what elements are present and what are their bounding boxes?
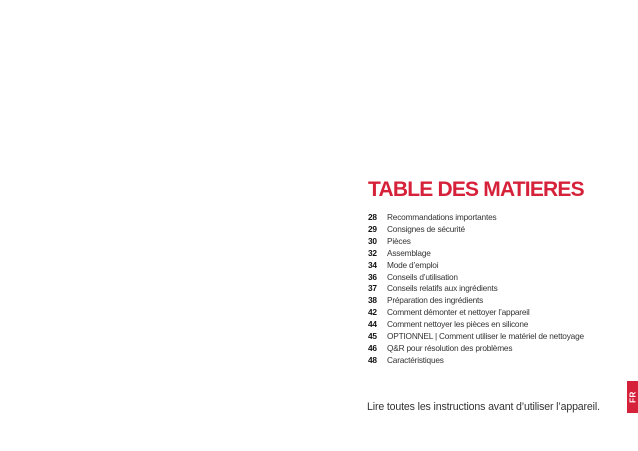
toc-entry <box>368 283 584 295</box>
toc-entry-label: Consignes de sécurité <box>387 223 465 234</box>
toc-page-number: 29 <box>368 223 377 234</box>
toc-entry <box>368 343 584 355</box>
toc-page-number: 42 <box>368 307 377 318</box>
toc-page-number: 28 <box>368 212 377 222</box>
toc-list <box>368 212 584 367</box>
read-instructions-note: Lire toutes les instructions avant d’utiliser l’appareil. <box>367 401 600 413</box>
toc-entry-label: Comment démonter et nettoyer l’appareil <box>387 307 530 318</box>
toc-page-number: 38 <box>368 295 377 306</box>
toc-entry-label: Conseils d’utilisation <box>387 271 458 282</box>
toc-entry <box>368 331 584 343</box>
toc-entry <box>368 295 584 307</box>
toc-entry-label: Q&R pour résolution des problèmes <box>387 342 513 353</box>
toc-entry-label: Mode d’emploi <box>387 259 439 270</box>
language-tab-label: FR <box>628 391 637 403</box>
toc-entry-label: Conseils relatifs aux ingrédients <box>387 283 498 294</box>
toc-entry <box>368 224 584 236</box>
language-tab <box>627 381 638 413</box>
toc-entry <box>368 212 584 224</box>
toc-page-number: 44 <box>368 319 377 330</box>
toc-entry-label: Pièces <box>387 235 411 246</box>
toc-page-number: 30 <box>368 235 377 246</box>
toc-entry <box>368 260 584 272</box>
toc-entry-label: Recommandations importantes <box>387 212 497 222</box>
toc-entry-label: Assemblage <box>387 247 431 258</box>
toc-page-number: 34 <box>368 259 377 270</box>
toc-entry-label: Comment nettoyer les pièces en silicone <box>387 319 529 330</box>
toc-page-number: 48 <box>368 354 377 365</box>
toc-page-number: 37 <box>368 283 377 294</box>
toc-entry-label: Préparation des ingrédients <box>387 295 484 306</box>
toc-entry <box>368 307 584 319</box>
toc-entry <box>368 236 584 248</box>
toc-entry <box>368 319 584 331</box>
toc-page-number: 46 <box>368 342 377 353</box>
toc-entry <box>368 248 584 260</box>
toc-entry <box>368 355 584 367</box>
toc-entry-label: Caractéristiques <box>387 354 444 365</box>
toc-page-number: 36 <box>368 271 377 282</box>
toc-page-number: 45 <box>368 331 377 342</box>
toc-title: TABLE DES MATIERES <box>368 178 584 201</box>
toc-page-number: 32 <box>368 247 377 258</box>
toc-entry <box>368 272 584 284</box>
toc-entry-label: OPTIONNEL | Comment utiliser le matériel de nettoyage <box>387 331 584 342</box>
